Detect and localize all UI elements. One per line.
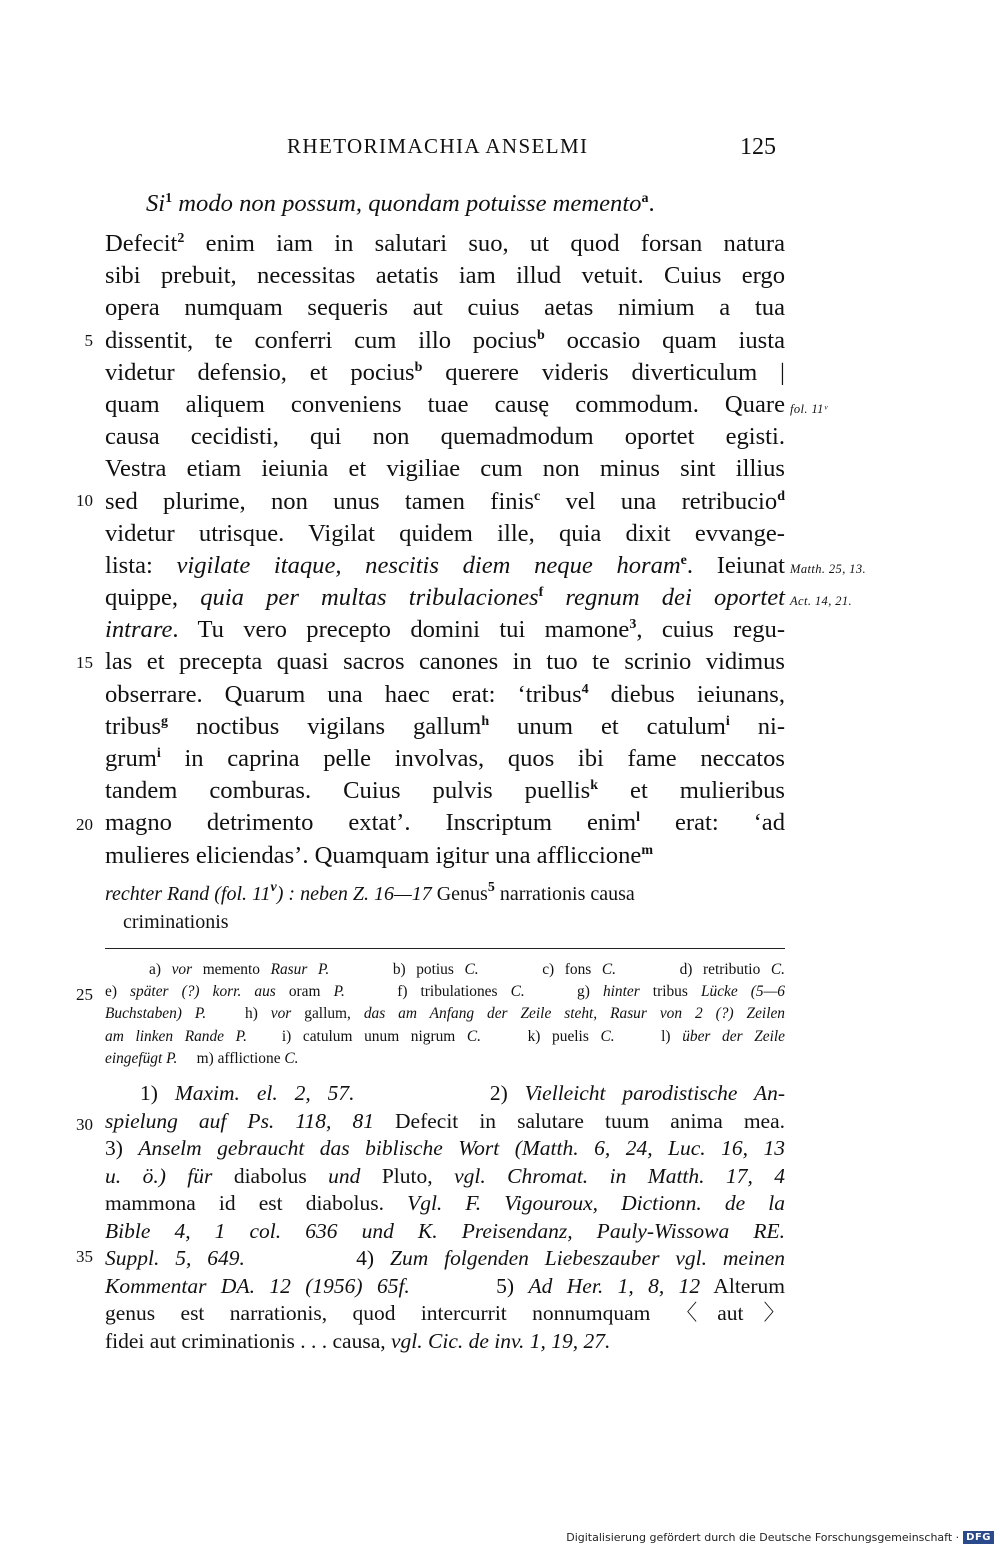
right-margin-note-line2: criminationis [123,911,229,933]
right-margin-note-line1: rechter Rand (fol. 11$^v$) : neben Z. 16—17 Genus$^5$ narrationis causa [105,880,635,905]
text-line: lista: vigilate itaque, nescitis diem neque horam$^e$. Ieiunat [105,551,785,579]
apparatus-line: am linken Rande P. i) catulum unum nigrum C. k) puelis C. l) über der Zeile [105,1027,785,1045]
apparatus-line: e) später (?) korr. aus oram P. f) tribulationes C. g) hinter tribus Lücke (5—6 [105,983,785,1001]
text-line: dissentit, te conferri cum illo pocius$^b$ occasio quam iusta [105,326,785,354]
footnote-line: spielung auf Ps. 118, 81 Defecit in salutare tuum anima mea. [105,1108,786,1133]
margin-ref-acts: Act. 14, 21. [790,594,853,608]
footnote-line: fidei aut criminationis . . . causa, vgl. Cic. de inv. 1, 19, 27. [105,1328,611,1353]
footnote-line: 1) Maxim. el. 2, 57. 2) Vielleicht parodistische An- [140,1081,785,1105]
text-line: quippe, quia per multas tribulaciones$^f$ regnum dei oportet [105,584,785,612]
text-line: intrare. Tu vero precepto domini tui mamone$^3$, cuius regu- [105,616,786,644]
text-line: tandem comburas. Cuius pulvis puellis$^k$ et mulieribus [105,777,785,805]
dfg-logo: DFG [963,1531,994,1544]
text-line: videtur defensio, et pocius$^b$ querere videris diverticulum | [105,358,785,386]
text-line: mulieres eliciendas’. Quamquam igitur una affliccione$^m$ [105,841,653,869]
line-number-35: 35 [76,1247,93,1266]
footnote-line: Suppl. 5, 649. 4) Zum folgenden Liebeszauber vgl. meinen [105,1246,785,1270]
footnote-line: genus est narrationis, quod intercurrit nonnumquam 〈aut〉 [105,1301,785,1325]
text-line: causa cecidisti, qui non quemadmodum oportet egisti. [105,423,785,451]
footnote-line: Kommentar DA. 12 (1956) 65f. 5) Ad Her. 1, 8, 12 Alterum [105,1273,785,1298]
apparatus-line: a) vor memento Rasur P. b) potius C. c) fons C. d) retributio C. [149,961,786,978]
text-line: sed plurime, non unus tamen finis$^c$ vel una retribucio$^d$ [105,487,785,515]
text-line: las et precepta quasi sacros canones in tuo te scrinio vidimus [105,648,785,676]
text-line: grum$^i$ in caprina pelle involvas, quos ibi fame neccatos [105,745,785,772]
footnote-line: 3) Anselm gebraucht das biblische Wort (Matth. 6, 24, Luc. 16, 13 [105,1136,785,1160]
footnote-line: u. ö.) für diabolus und Pluto, vgl. Chromat. in Matth. 17, 4 [105,1163,786,1188]
margin-ref-folio: fol. 11ᵛ [790,402,828,416]
text-line: sibi prebuit, necessitas aetatis iam illud vetuit. Cuius ergo [105,262,785,290]
line-number-10: 10 [76,491,93,510]
page-number: 125 [740,134,776,160]
line-number-5: 5 [84,331,93,350]
line-number-25: 25 [76,985,93,1004]
main-text [105,228,785,872]
text-line: magno detrimento extat’. Inscriptum enim$^l$ erat: ‘ad [105,809,785,837]
text-line: opera numquam sequeris aut cuius aetas nimium a tua [105,294,785,322]
footnote-line: Bible 4, 1 col. 636 und K. Preisendanz, Pauly-Wissowa RE. [105,1218,785,1243]
apparatus-line: Buchstaben) P. h) vor gallum, das am Anfang der Zeile steht, Rasur von 2 (?) Zeilen [105,1005,785,1023]
text-line: quam aliquem conveniens tuae causę commodum. Quare [105,390,785,418]
line-number-30: 30 [76,1115,93,1134]
verse-line: Si$^1$ modo non possum, quondam potuisse memento$^a$. [146,190,655,217]
margin-ref-matthew: Matth. 25, 13. [790,562,867,576]
right-margin-note [105,880,785,936]
text-line: Vestra etiam ieiunia et vigiliae cum non minus sint illius [105,455,785,483]
apparatus-divider [105,948,785,949]
dfg-credit-text: Digitalisierung gefördert durch die Deutsche Forschungsgemeinschaft · [566,1531,960,1544]
text-line: obserrare. Quarum una haec erat: ‘tribus$^4$ diebus ieiunans, [105,680,785,708]
running-title: RHETORIMACHIA ANSELMI [287,134,589,158]
text-line: videtur utrisque. Vigilat quidem ille, quia dixit evvange- [105,519,785,547]
line-number-20: 20 [76,815,93,834]
dfg-credit [566,1531,994,1544]
apparatus-line: eingefügt P. m) afflictione C. [105,1049,299,1067]
footnote-line: mammona id est diabolus. Vgl. F. Vigouroux, Dictionn. de la [105,1191,785,1215]
text-line: tribus$^g$ noctibus vigilans gallum$^h$ unum et catulum$^i$ ni- [105,712,786,740]
line-number-15: 15 [76,653,93,672]
text-line: Defecit$^2$ enim iam in salutari suo, ut quod forsan natura [105,230,785,257]
